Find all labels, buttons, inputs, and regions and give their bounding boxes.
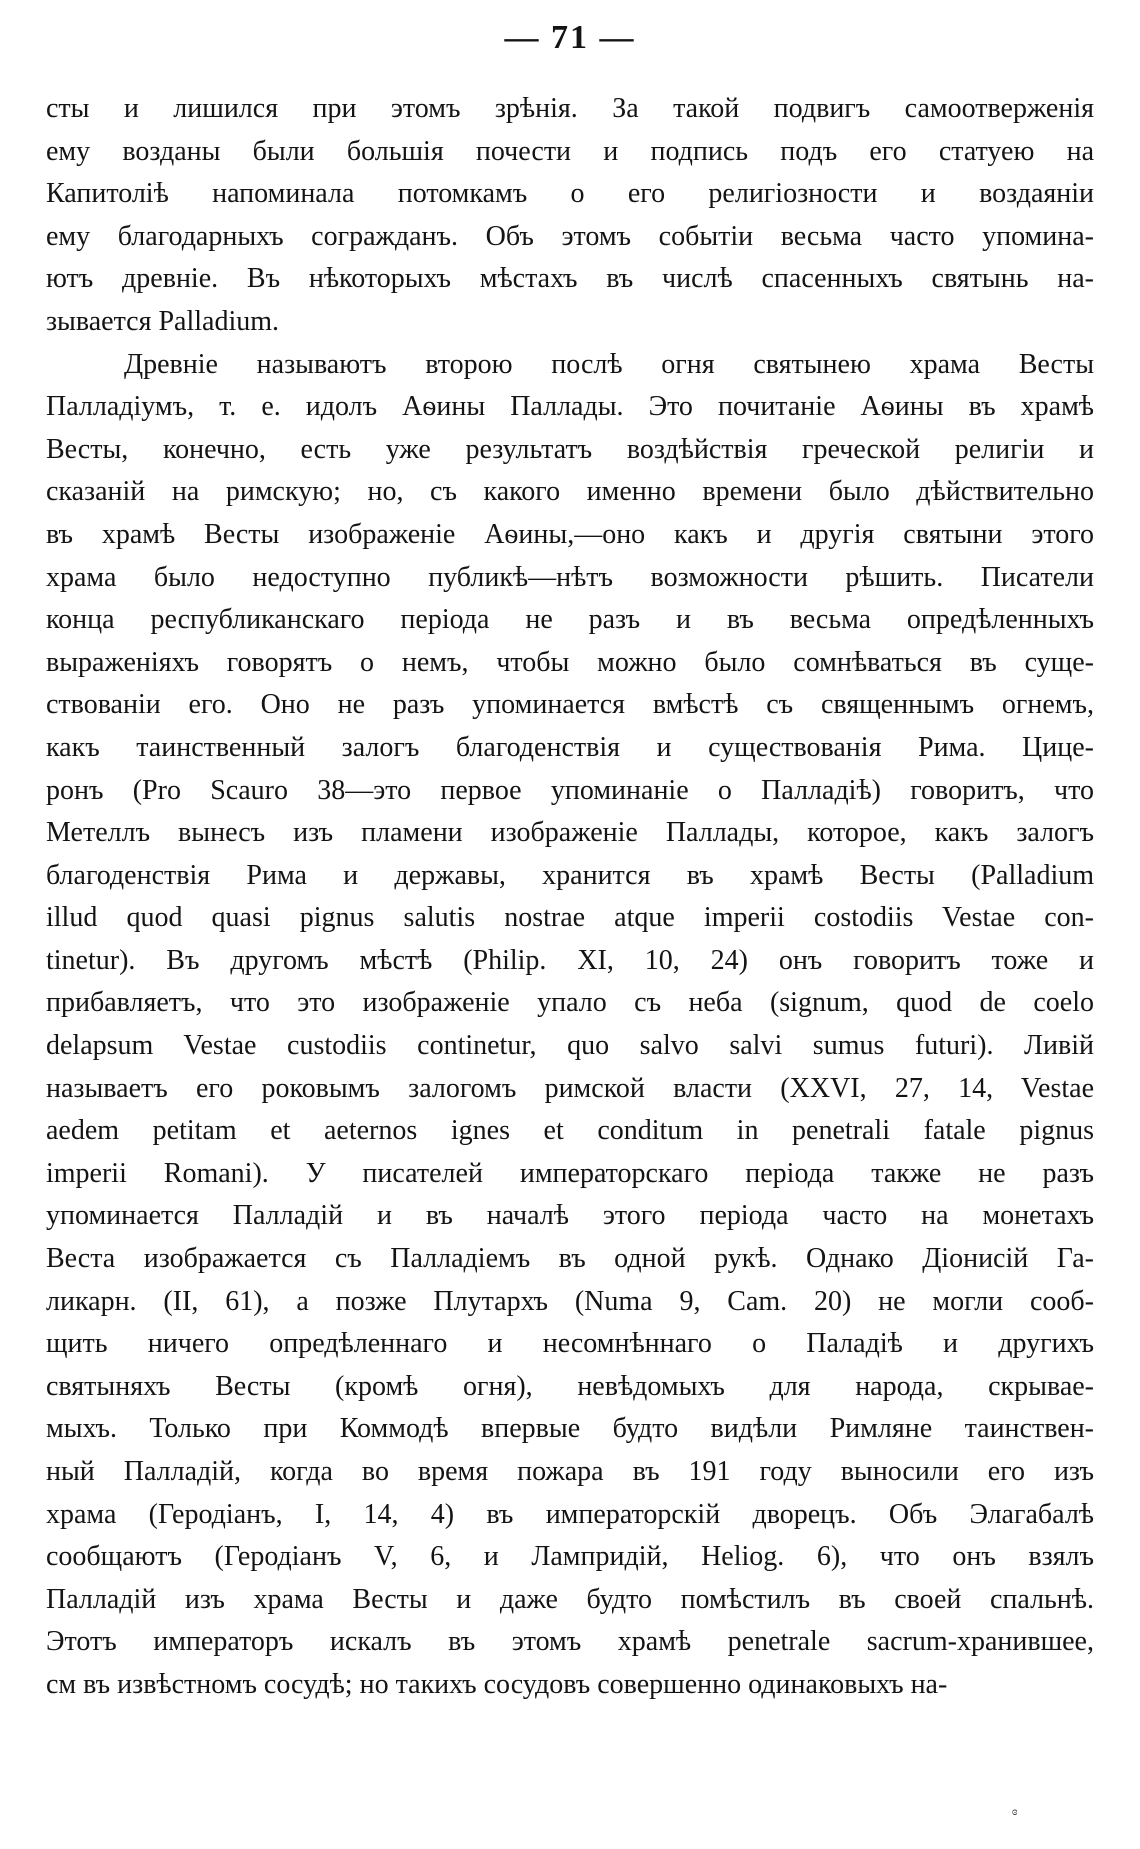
- text-line: благоденствія Рима и державы, хранится въ храмѣ Весты (Palladium: [46, 859, 1094, 891]
- text-line: illud quod quasi pignus salutis nostrae atque imperii costodiis Vestae con-: [46, 902, 1094, 934]
- text-line: Древніе называютъ второю послѣ огня святынею храма Весты: [124, 348, 1094, 380]
- text-line: imperii Romani). У писателей императорскаго періода также не разъ: [46, 1157, 1094, 1189]
- text-line: ему благодарныхъ согражданъ. Объ этомъ событіи весьма часто упомина-: [46, 220, 1094, 252]
- text-line: ствованіи его. Оно не разъ упоминается вмѣстѣ съ священнымъ огнемъ,: [46, 689, 1094, 721]
- text-line: aedem petitam et aeternos ignes et conditum in penetrali fatale pignus: [46, 1115, 1094, 1147]
- text-line: ронъ (Pro Scauro 38—это первое упоминаніе о Палладіѣ) говоритъ, что: [46, 774, 1094, 806]
- text-line: Палладій изъ храма Весты и даже будто помѣстилъ въ своей спальнѣ.: [46, 1583, 1094, 1615]
- text-line: какъ таинственный залогъ благоденствія и существованія Рима. Цице-: [46, 731, 1094, 763]
- text-line: ный Палладій, когда во время пожара въ 191 году выносили его изъ: [46, 1456, 1094, 1487]
- text-line: конца республиканскаго періода не разъ и въ весьма опредѣленныхъ: [46, 604, 1094, 636]
- text-line: Метеллъ вынесъ изъ пламени изображеніе Паллады, которое, какъ залогъ: [46, 817, 1094, 849]
- text-line: ликарн. (II, 61), а позже Плутархъ (Numa 9, Cam. 20) не могли сооб-: [46, 1285, 1094, 1317]
- text-line: Этотъ императоръ искалъ въ этомъ храмѣ penetrale sacrum-хранившее,: [46, 1626, 1094, 1658]
- text-line: сообщаютъ (Геродіанъ V, 6, и Лампридій, Heliog. 6), что онъ взялъ: [46, 1541, 1094, 1573]
- text-line: tinetur). Въ другомъ мѣстѣ (Philip. XI, 10, 24) онъ говоритъ тоже и: [46, 944, 1094, 976]
- text-line: выраженіяхъ говорятъ о немъ, чтобы можно было сомнѣваться въ суще-: [46, 646, 1094, 678]
- paragraph-1: [46, 88, 1094, 344]
- text-line: Веста изображается съ Палладіемъ въ одной рукѣ. Однако Діонисій Га-: [46, 1243, 1094, 1275]
- text-line: Весты, конечно, есть уже результатъ воздѣйствія греческой религіи и: [46, 433, 1094, 465]
- text-line: ютъ древніе. Въ нѣкоторыхъ мѣстахъ въ числѣ спасенныхъ святынь на-: [46, 263, 1094, 295]
- text-line: въ храмѣ Весты изображеніе Аѳины,—оно какъ и другія святыни этого: [46, 518, 1094, 550]
- text-line: храма было недоступно публикѣ—нѣтъ возможности рѣшить. Писатели: [46, 561, 1094, 593]
- text-line: delapsum Vestae custodiis continetur, quo salvo salvi sumus futuri). Ливій: [46, 1030, 1094, 1062]
- page-number: — 71 —: [504, 19, 636, 56]
- text-line: храма (Геродіанъ, I, 14, 4) въ императорскій дворецъ. Объ Элагабалѣ: [46, 1498, 1094, 1530]
- text-line: сказаній на римскую; но, съ какого именно времени было дѣйствительно: [46, 476, 1094, 508]
- paragraph-2: [46, 344, 1094, 1707]
- text-line: мыхъ. Только при Коммодѣ впервые будто видѣли Римляне таинствен-: [46, 1413, 1094, 1445]
- footer-mark: ɞ: [1012, 1804, 1018, 1818]
- text-line: Капитоліѣ напоминала потомкамъ о его религіозности и воздаяніи: [46, 178, 1094, 210]
- text-line: щить ничего опредѣленнаго и несомнѣннаго о Паладіѣ и другихъ: [46, 1328, 1094, 1360]
- text-line: см въ извѣстномъ сосудѣ; но такихъ сосудовъ совершенно одинаковыхъ на-: [46, 1668, 948, 1700]
- text-line: ему возданы были большія почести и подпись подъ его статуею на: [46, 135, 1094, 167]
- text-line: прибавляетъ, что это изображеніе упало съ неба (signum, quod de coelo: [46, 987, 1094, 1019]
- text-line: святыняхъ Весты (кромѣ огня), невѣдомыхъ для народа, скрывае-: [46, 1370, 1094, 1402]
- text-line: называетъ его роковымъ залогомъ римской власти (XXVI, 27, 14, Vestae: [46, 1072, 1094, 1104]
- text-line: сты и лишился при этомъ зрѣнія. За такой подвигъ самоотверженія: [46, 93, 1094, 124]
- text-line: упоминается Палладій и въ началѣ этого періода часто на монетахъ: [46, 1200, 1094, 1232]
- text-line: Палладіумъ, т. е. идолъ Аѳины Паллады. Это почитаніе Аѳины въ храмѣ: [46, 391, 1094, 423]
- text-body: [46, 88, 1094, 1707]
- text-line: зывается Palladium.: [46, 305, 280, 337]
